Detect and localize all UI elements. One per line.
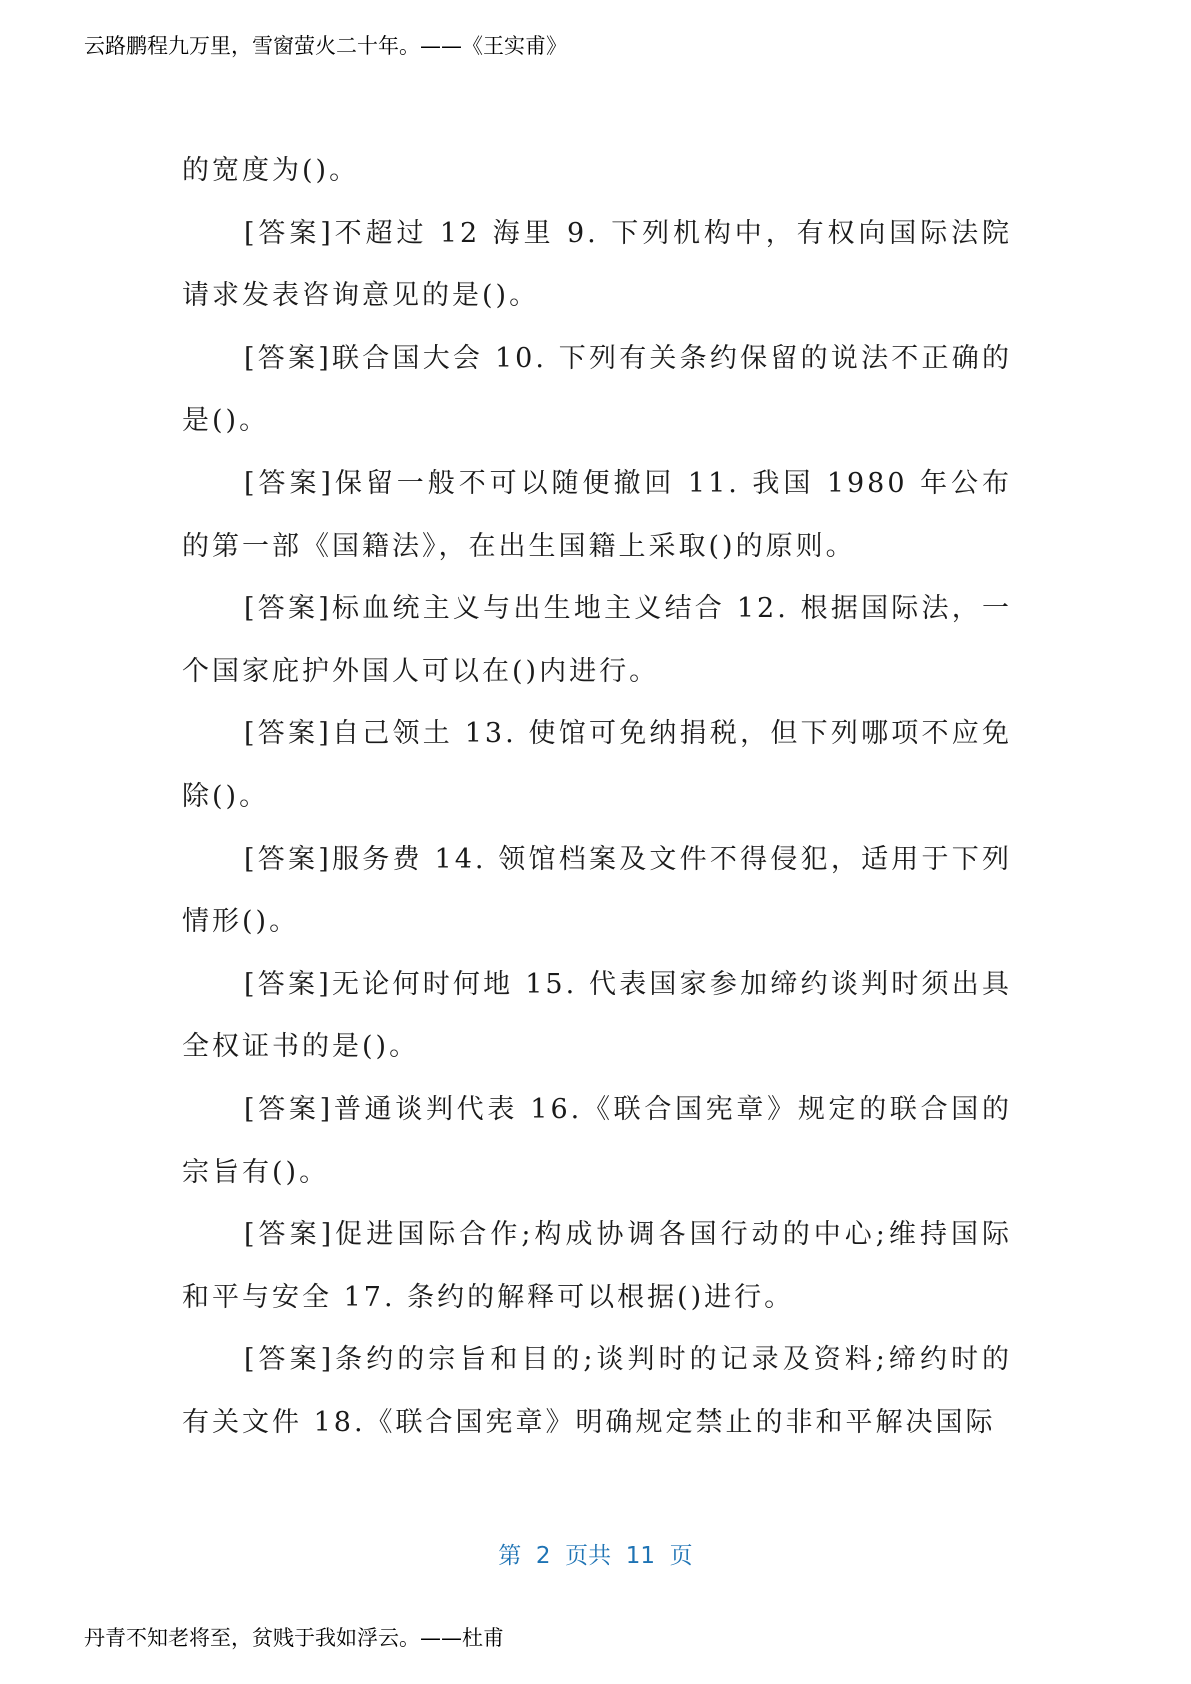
paragraph: 的宽度为()。 (182, 155, 360, 186)
paragraph: [答案]条约的宗旨和目的;谈判时的记录及资料;缔约时的有关文件 18.《联合国宪章》明确规定禁止的非和平解决国际 (182, 1344, 1012, 1438)
paragraph: [答案]联合国大会 10. 下列有关条约保留的说法不正确的是()。 (182, 342, 1012, 437)
paragraph: [答案]不超过 12 海里 9. 下列机构中，有权向国际法院请求发表咨询意见的是()。 (182, 217, 1012, 312)
footer-quote: 丹青不知老将至，贫贱于我如浮云。——杜甫 (84, 1626, 504, 1650)
paragraph: [答案]普通谈判代表 16.《联合国宪章》规定的联合国的宗旨有()。 (182, 1093, 1012, 1188)
paragraph: [答案]服务费 14. 领馆档案及文件不得侵犯，适用于下列情形()。 (182, 843, 1012, 938)
document-body (182, 140, 1012, 1454)
header-quote: 云路鹏程九万里，雪窗萤火二十年。——《王实甫》 (84, 34, 567, 58)
paragraph: [答案]保留一般不可以随便撤回 11. 我国 1980 年公布的第一部《国籍法》，在出生国籍上采取()的原则。 (182, 467, 1012, 562)
paragraph: [答案]自己领土 13. 使馆可免纳捐税，但下列哪项不应免除()。 (182, 718, 1012, 812)
page-number: 第 2 页共 11 页 (498, 1543, 693, 1569)
paragraph: [答案]无论何时何地 15. 代表国家参加缔约谈判时须出具全权证书的是()。 (182, 968, 1012, 1063)
paragraph: [答案]促进国际合作;构成协调各国行动的中心;维持国际和平与安全 17. 条约的解释可以根据()进行。 (182, 1219, 1012, 1313)
paragraph: [答案]标血统主义与出生地主义结合 12. 根据国际法，一个国家庇护外国人可以在()内进行。 (182, 593, 1012, 687)
